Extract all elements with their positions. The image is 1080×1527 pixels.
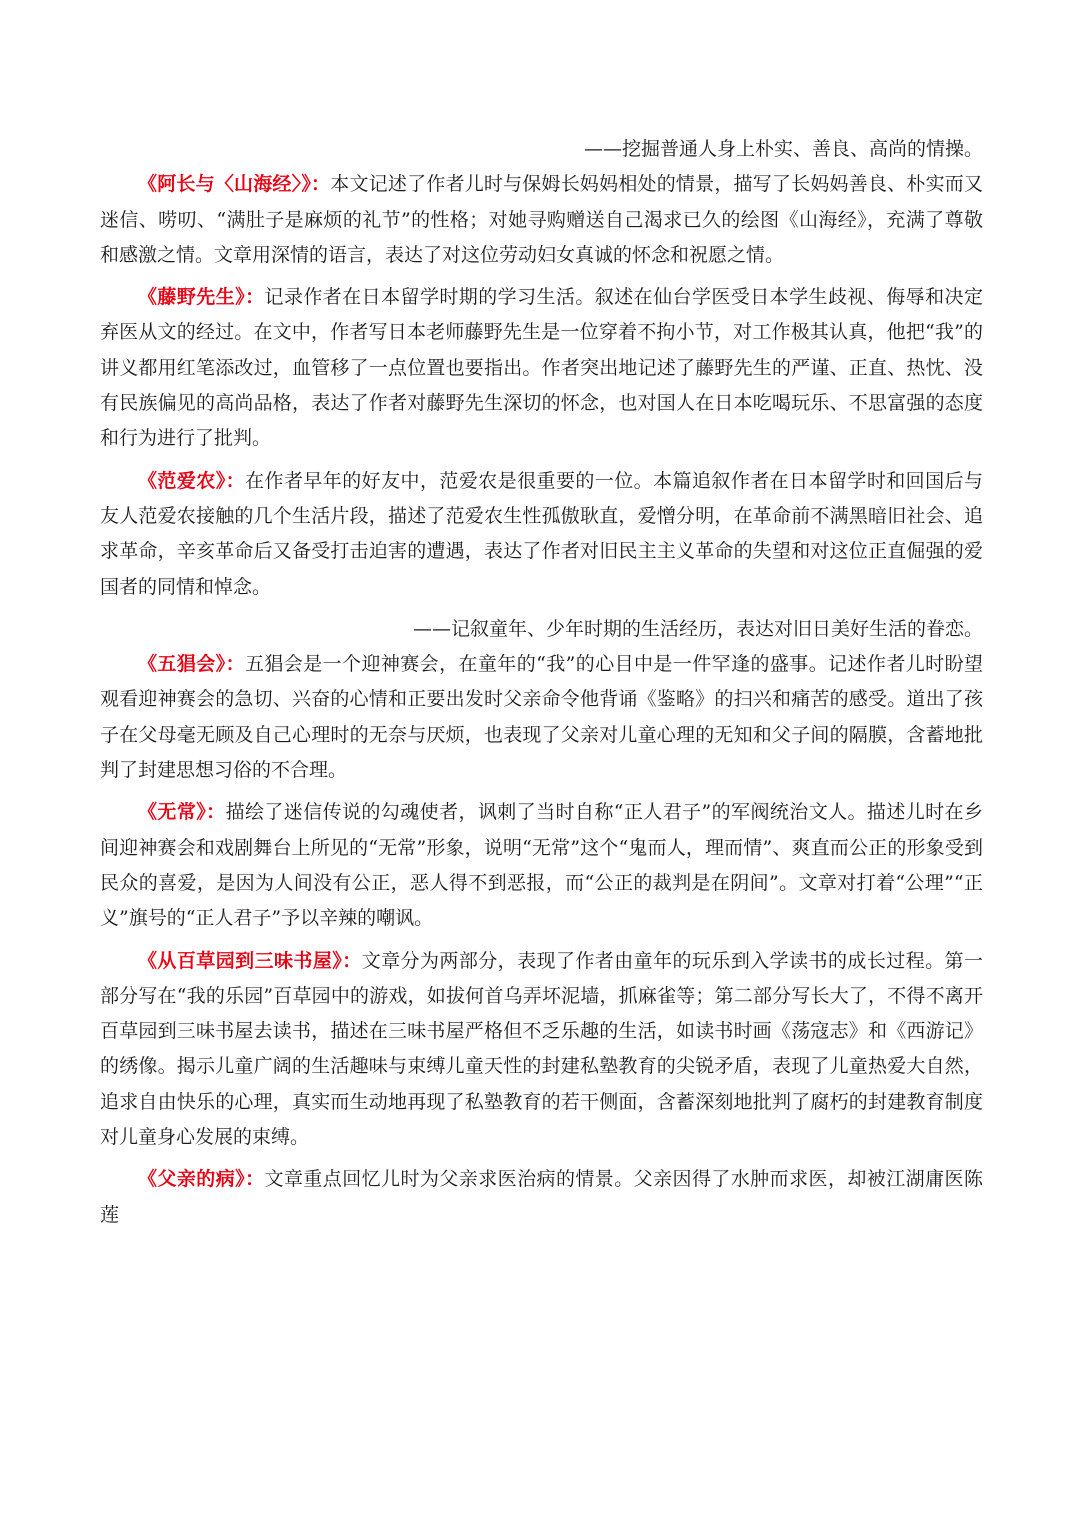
entry-text: 记录作者在日本留学时期的学习生活。叙述在仙台学医受日本学生歧视、侮辱和决定弃医从文的经过。在文中，作者写日本老师藤野先生是一位穿着不拘小节，对工作极其认真，他把“我”的讲义都用红笔添改过，血管移了一点位置也要指出。作者突出地记述了藤野先生的严谨、正直、热忱、没有民族偏见的高尚品格，表达了作者对藤野先生深切的怀念，也对国人在日本吃喝玩乐、不思富强的态度和行为进行了批判。 [100,286,983,450]
entry-text: 在作者早年的好友中，范爱农是很重要的一位。本篇追叙作者在日本留学时和回国后与友人范爱农接触的几个生活片段，描述了范爱农生性孤傲耿直，爱憎分明，在革命前不满黑暗旧社会、追求革命，辛亥革命后又备受打击迫害的遭遇，表达了作者对旧民主主义革命的失望和对这位正直倔强的爱国者的同情和悼念。 [100,469,983,598]
entry-fujino [100,280,983,456]
section-summary-2: ——记叙童年、少年时期的生活经历，表达对旧日美好生活的眷恋。 [412,617,983,640]
entry-father-illness [100,1162,983,1233]
entry-colon: ： [311,173,331,196]
entry-title: 《阿长与〈山海经〉》 [138,173,312,196]
entry-baicaoyuan [100,944,983,1156]
entry-title: 《父亲的病》 [138,1168,246,1191]
entry-colon: ： [342,949,362,972]
entry-colon: ： [225,653,245,676]
entry-text: 文章重点回忆儿时为父亲求医治病的情景。父亲因得了水肿而求医，却被江湖庸医陈莲 [100,1168,983,1226]
entry-a-chang [100,167,983,273]
entry-text: 本文记述了作者儿时与保姆长妈妈相处的情景，描写了长妈妈善良、朴实而又迷信、唠叨、“满肚子是麻烦的礼节”的性格；对她寻购赠送自己渴求已久的绘图《山海经》，充满了尊敬和感激之情。文章用深情的语言，表达了对这位劳动妇女真诚的怀念和祝愿之情。 [100,173,983,266]
entry-title: 《藤野先生》 [138,286,246,309]
document-content [100,132,983,1240]
entry-text: 文章分为两部分，表现了作者由童年的玩乐到入学读书的成长过程。第一部分写在“我的乐园”百草园中的游戏，如拔何首乌弄坏泥墙，抓麻雀等；第二部分写长大了，不得不离开百草园到三味书屋去读书，描述在三味书屋严格但不乏乐趣的生活，如读书时画《荡寇志》和《西游记》的绣像。揭示儿童广阔的生活趣味与束缚儿童天性的封建私塾教育的尖锐矛盾，表现了儿童热爱大自然，追求自由快乐的心理，真实而生动地再现了私塾教育的若干侧面，含蓄深刻地批判了腐朽的封建教育制度对儿童身心发展的束缚。 [100,949,983,1149]
entry-colon: ： [225,469,246,492]
entry-wuchang-hui [100,647,983,788]
entry-colon: ： [206,801,226,824]
entry-title: 《从百草园到三味书屋》 [138,949,343,972]
entry-wuchang [100,795,983,936]
entry-colon: ： [245,1168,265,1191]
entry-fan-ainong [100,464,983,605]
entry-colon: ： [245,286,265,309]
entry-title: 《范爱农》 [138,469,226,492]
entry-title: 《五猖会》 [138,653,226,676]
entry-text: 描绘了迷信传说的勾魂使者，讽刺了当时自称“正人君子”的军阀统治文人。描述儿时在乡间迎神赛会和戏剧舞台上所见的“无常”形象，说明“无常”这个“鬼而人，理而情”、爽直而公正的形象受到民众的喜爱，是因为人间没有公正，恶人得不到恶报，而“公正的裁判是在阴间”。文章对打着“公理”“正义”旗号的“正人君子”予以辛辣的嘲讽。 [100,801,983,930]
entry-title: 《无常》 [138,801,207,824]
section-summary-1: ——挖掘普通人身上朴实、善良、高尚的情操。 [583,138,983,160]
entry-text: 五猖会是一个迎神赛会，在童年的“我”的心目中是一件罕逢的盛事。记述作者儿时盼望观看迎神赛会的急切、兴奋的心情和正要出发时父亲命令他背诵《鉴略》的扫兴和痛苦的感受。道出了孩子在父母毫无顾及自己心理时的无奈与厌烦，也表现了父亲对儿童心理的无知和父子间的隔膜，含蓄地批判了封建思想习俗的不合理。 [100,653,983,782]
